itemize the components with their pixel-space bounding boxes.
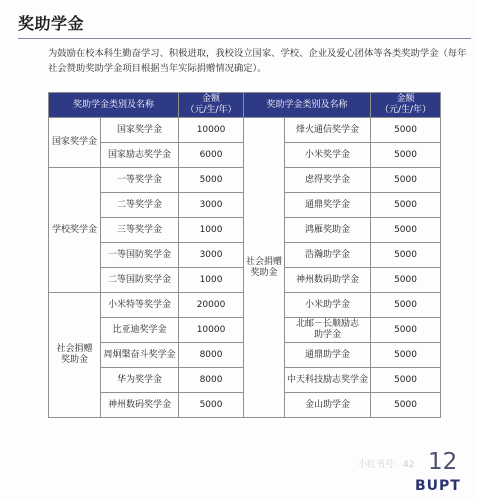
- scholarship-name: 小米助学金: [285, 293, 371, 318]
- category-label: 奖助金: [60, 355, 88, 365]
- header-amount-label: 金额: [202, 94, 221, 104]
- category-cell: [244, 118, 285, 418]
- scholarship-amount: 5000: [371, 143, 441, 168]
- scholarship-amount: 3000: [179, 243, 244, 268]
- page-title: 奖助学金: [18, 14, 85, 33]
- category-cell: [49, 118, 101, 168]
- category-cell: [49, 293, 101, 418]
- scholarship-amount: 5000: [371, 318, 441, 343]
- scholarship-name: 浩瀚助学金: [285, 243, 371, 268]
- table-body: [49, 118, 441, 418]
- scholarship-amount: 5000: [371, 218, 441, 243]
- scholarship-amount: 1000: [179, 268, 244, 293]
- scholarship-name: 金山助学金: [285, 393, 371, 418]
- scholarship-amount: 5000: [371, 243, 441, 268]
- category-cell: [49, 168, 101, 293]
- category-label: 社会捐赠: [246, 256, 283, 267]
- scholarship-amount: 1000: [179, 218, 244, 243]
- scholarship-name: 国家励志奖学金: [101, 143, 179, 168]
- scholarship-amount: 3000: [179, 193, 244, 218]
- scholarship-table: [48, 92, 441, 418]
- watermark: 小红书号：42: [358, 460, 415, 470]
- scholarship-amount: 5000: [371, 268, 441, 293]
- category-label: 奖助金: [250, 267, 278, 278]
- category-label: 国家奖学金: [51, 137, 97, 147]
- scholarship-name: 通鼎奖学金: [285, 193, 371, 218]
- scholarship-name: 一等国防奖学金: [101, 243, 179, 268]
- table-head: [49, 93, 441, 118]
- header-amount-unit: （元/生/年）: [185, 105, 237, 115]
- header-amount-unit: （元/生/年）: [379, 105, 432, 115]
- header-name-right: 奖助学金类别及名称: [244, 93, 371, 118]
- scholarship-name: 二等国防奖学金: [101, 268, 179, 293]
- title-divider: [18, 38, 471, 39]
- scholarship-amount: 10000: [179, 118, 244, 143]
- scholarship-name: 比亚迪奖学金: [101, 318, 179, 343]
- scholarship-name: 鸿雁奖助金: [285, 218, 371, 243]
- scholarship-name: [285, 318, 371, 343]
- intro-paragraph: 为鼓励在校本科生勤奋学习、积极进取，我校设立国家、学校、企业及爱心团体等各类奖助学金（每年社会赞助奖助学金项目根据当年实际捐赠情况确定）。: [48, 48, 467, 74]
- scholarship-name: 三等奖学金: [101, 218, 179, 243]
- scholarship-name: 二等奖学金: [101, 193, 179, 218]
- scholarship-name-line: 助学金: [314, 330, 342, 340]
- scholarship-amount: 5000: [371, 368, 441, 393]
- scholarship-amount: 6000: [179, 143, 244, 168]
- scholarship-amount: 8000: [179, 368, 244, 393]
- category-label: 社会捐赠: [56, 344, 93, 354]
- header-amount-label: 金额: [396, 94, 415, 104]
- category-label: 学校奖学金: [51, 224, 97, 235]
- scholarship-amount: 10000: [179, 318, 244, 343]
- scholarship-amount: 5000: [371, 168, 441, 193]
- header-name-left: 奖助学金类别及名称: [49, 93, 179, 118]
- scholarship-name: 神州数码助学金: [285, 268, 371, 293]
- scholarship-amount: 5000: [371, 293, 441, 318]
- header-amount-right: [371, 93, 441, 118]
- scholarship-amount: 5000: [179, 393, 244, 418]
- scholarship-amount: 8000: [179, 343, 244, 368]
- scholarship-name: 中天科技励志奖学金: [285, 368, 371, 393]
- scholarship-name: 小米特等奖学金: [101, 293, 179, 318]
- scholarship-amount: 5000: [371, 343, 441, 368]
- scholarship-amount: 20000: [179, 293, 244, 318]
- scholarship-name: 通鼎助学金: [285, 343, 371, 368]
- scholarship-name: 周炯槃奋斗奖学金: [101, 343, 179, 368]
- scholarship-name: 国家奖学金: [101, 118, 179, 143]
- brand-logo-text: BUPT: [415, 478, 461, 494]
- scholarship-name: 一等奖学金: [101, 168, 179, 193]
- table-header-row: [49, 93, 441, 118]
- scholarship-amount: 5000: [371, 393, 441, 418]
- page-number: 12: [428, 449, 458, 475]
- scholarship-name: 虑得奖学金: [285, 168, 371, 193]
- scholarship-name: 华为奖学金: [101, 368, 179, 393]
- scholarship-amount: 5000: [371, 118, 441, 143]
- scholarship-name-line: 北邮－长顺励志: [296, 319, 360, 329]
- scholarship-amount: 5000: [371, 193, 441, 218]
- table-row: [49, 118, 441, 143]
- scholarship-name: 神州数码奖学金: [101, 393, 179, 418]
- scholarship-name: 小米奖学金: [285, 143, 371, 168]
- header-amount-left: [179, 93, 244, 118]
- scholarship-amount: 5000: [179, 168, 244, 193]
- scholarship-name: 烽火通信奖学金: [285, 118, 371, 143]
